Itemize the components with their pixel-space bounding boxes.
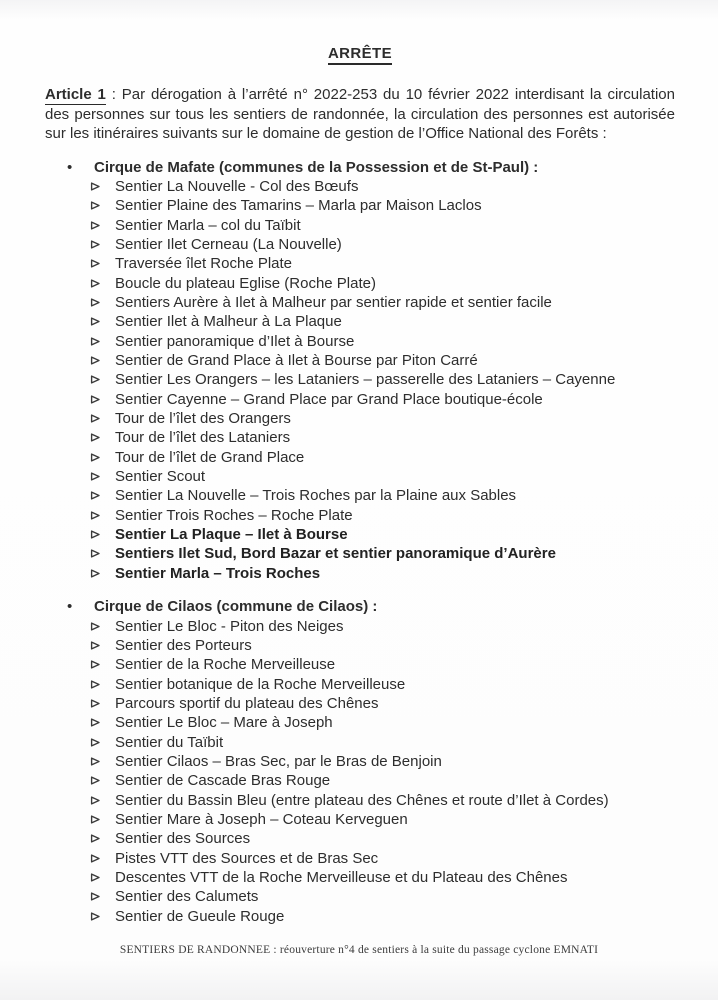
trail-name: Sentier de Cascade Bras Rouge bbox=[115, 772, 331, 790]
list-item bbox=[45, 733, 675, 752]
list-arrow-icon bbox=[90, 676, 115, 695]
list-arrow-icon bbox=[90, 714, 115, 733]
list-arrow-icon bbox=[90, 217, 115, 236]
section-cilaos bbox=[45, 597, 675, 926]
trail-name: Sentier Scout bbox=[115, 468, 206, 486]
trail-name: Sentier Cilaos – Bras Sec, par le Bras de Benjoin bbox=[115, 752, 442, 770]
list-item bbox=[45, 351, 675, 370]
trail-name: Tour de l’îlet des Lataniers bbox=[115, 429, 291, 447]
trail-name: Sentier Le Bloc – Mare à Joseph bbox=[115, 714, 333, 732]
list-item bbox=[45, 849, 675, 868]
footer-note: SENTIERS DE RANDONNEE : réouverture n°4 de sentiers à la suite du passage cyclone EMNATI bbox=[119, 944, 599, 956]
list-arrow-icon bbox=[90, 371, 115, 390]
list-arrow-icon bbox=[90, 294, 115, 313]
list-item bbox=[45, 506, 675, 525]
list-item bbox=[45, 177, 675, 196]
list-item bbox=[45, 829, 675, 848]
trail-name: Sentiers Aurère à Ilet à Malheur par sentier rapide et sentier facile bbox=[115, 293, 552, 311]
list-arrow-icon bbox=[90, 313, 115, 332]
trail-name: Sentier de la Roche Merveilleuse bbox=[115, 656, 336, 674]
bullet-icon: • bbox=[67, 598, 73, 616]
trail-name: Pistes VTT des Sources et de Bras Sec bbox=[115, 849, 379, 867]
list-arrow-icon bbox=[90, 656, 115, 675]
page-title-text: ARRÊTE bbox=[328, 45, 392, 65]
trail-name: Sentiers Ilet Sud, Bord Bazar et sentier panoramique d’Aurère bbox=[115, 545, 556, 563]
list-item bbox=[45, 636, 675, 655]
list-item bbox=[45, 235, 675, 254]
list-arrow-icon bbox=[90, 545, 115, 564]
list-arrow-icon bbox=[90, 429, 115, 448]
trail-name: Sentier des Sources bbox=[115, 830, 251, 848]
article-1-label: Article 1 bbox=[45, 86, 106, 103]
list-arrow-icon bbox=[90, 734, 115, 753]
list-item bbox=[45, 525, 675, 544]
bullet-icon: • bbox=[67, 158, 73, 176]
list-item bbox=[45, 428, 675, 447]
list-item bbox=[45, 370, 675, 389]
list-arrow-icon bbox=[90, 410, 115, 429]
list-arrow-icon bbox=[90, 869, 115, 888]
section-header-mafate bbox=[45, 158, 675, 177]
list-item bbox=[45, 887, 675, 906]
trail-name: Sentier botanique de la Roche Merveilleuse bbox=[115, 675, 406, 693]
list-item bbox=[45, 655, 675, 674]
list-arrow-icon bbox=[90, 772, 115, 791]
list-arrow-icon bbox=[90, 753, 115, 772]
list-arrow-icon bbox=[90, 487, 115, 506]
list-arrow-icon bbox=[90, 352, 115, 371]
list-item bbox=[45, 274, 675, 293]
trail-name: Sentier Trois Roches – Roche Plate bbox=[115, 506, 353, 524]
trail-name: Sentier Mare à Joseph – Coteau Kerveguen bbox=[115, 810, 408, 828]
list-item bbox=[45, 771, 675, 790]
list-item bbox=[45, 332, 675, 351]
list-arrow-icon bbox=[90, 811, 115, 830]
list-arrow-icon bbox=[90, 391, 115, 410]
list-item bbox=[45, 791, 675, 810]
trail-name: Sentier des Calumets bbox=[115, 888, 259, 906]
trail-name: Sentier Le Bloc - Piton des Neiges bbox=[115, 617, 344, 635]
article-1-paragraph bbox=[45, 85, 675, 144]
trail-name: Boucle du plateau Eglise (Roche Plate) bbox=[115, 274, 376, 292]
list-item bbox=[45, 467, 675, 486]
trail-name: Sentier du Taïbit bbox=[115, 733, 224, 751]
list-arrow-icon bbox=[90, 618, 115, 637]
list-item bbox=[45, 868, 675, 887]
list-item bbox=[45, 694, 675, 713]
list-item bbox=[45, 544, 675, 563]
trail-name: Traversée îlet Roche Plate bbox=[115, 255, 293, 273]
list-item bbox=[45, 409, 675, 428]
list-arrow-icon bbox=[90, 888, 115, 907]
section-header-text: Cirque de Mafate (communes de la Possession et de St-Paul) : bbox=[94, 158, 539, 176]
list-item bbox=[45, 810, 675, 829]
trail-name: Sentier des Porteurs bbox=[115, 636, 252, 654]
trail-name: Parcours sportif du plateau des Chênes bbox=[115, 694, 379, 712]
list-arrow-icon bbox=[90, 908, 115, 927]
list-item bbox=[45, 254, 675, 273]
list-item bbox=[45, 752, 675, 771]
trail-name: Sentier Marla – Trois Roches bbox=[115, 564, 321, 582]
trail-name: Sentier La Nouvelle - Col des Bœufs bbox=[115, 177, 359, 195]
list-item bbox=[45, 216, 675, 235]
trail-name: Sentier de Gueule Rouge bbox=[115, 907, 285, 925]
list-item bbox=[45, 196, 675, 215]
trail-name: Sentier Plaine des Tamarins – Marla par Maison Laclos bbox=[115, 197, 482, 215]
trail-name: Tour de l’îlet des Orangers bbox=[115, 410, 291, 428]
list-arrow-icon bbox=[90, 178, 115, 197]
list-item bbox=[45, 617, 675, 636]
trail-name: Sentier Cayenne – Grand Place par Grand Place boutique-école bbox=[115, 390, 543, 408]
trail-name: Sentier de Grand Place à Ilet à Bourse par Piton Carré bbox=[115, 352, 478, 369]
list-item bbox=[45, 486, 675, 505]
list-item bbox=[45, 564, 675, 583]
list-item bbox=[45, 312, 675, 331]
article-1-text: : Par dérogation à l’arrêté n° 2022-253 du 10 février 2022 interdisant la circulation des personnes sur tous les sentiers de randonnée, la circulation des personnes est autorisée sur les itinéraires suivants sur le domaine de gestion de l’Office National des Forêts : bbox=[45, 86, 675, 142]
list-arrow-icon bbox=[90, 526, 115, 545]
list-arrow-icon bbox=[90, 565, 115, 584]
list-arrow-icon bbox=[90, 468, 115, 487]
list-arrow-icon bbox=[90, 197, 115, 216]
list-arrow-icon bbox=[90, 695, 115, 714]
trail-name: Sentier La Plaque – Ilet à Bourse bbox=[115, 526, 348, 544]
trail-name: Sentier Ilet à Malheur à La Plaque bbox=[115, 313, 342, 331]
list-item bbox=[45, 390, 675, 409]
list-item bbox=[45, 713, 675, 732]
list-arrow-icon bbox=[90, 637, 115, 656]
trail-name: Tour de l’îlet de Grand Place bbox=[115, 448, 305, 466]
section-header-cilaos bbox=[45, 597, 675, 616]
list-arrow-icon bbox=[90, 333, 115, 352]
list-arrow-icon bbox=[90, 830, 115, 849]
list-item bbox=[45, 448, 675, 467]
trail-name: Descentes VTT de la Roche Merveilleuse et du Plateau des Chênes bbox=[115, 869, 568, 886]
page-title bbox=[45, 45, 675, 62]
list-item bbox=[45, 675, 675, 694]
list-arrow-icon bbox=[90, 850, 115, 869]
list-arrow-icon bbox=[90, 236, 115, 255]
list-arrow-icon bbox=[90, 507, 115, 526]
list-item bbox=[45, 907, 675, 926]
trail-name: Sentier Les Orangers – les Lataniers – passerelle des Lataniers – Cayenne bbox=[115, 371, 616, 389]
section-mafate bbox=[45, 158, 675, 584]
sections bbox=[45, 158, 675, 927]
trail-name: Sentier Ilet Cerneau (La Nouvelle) bbox=[115, 235, 342, 253]
list-arrow-icon bbox=[90, 792, 115, 811]
trail-name: Sentier La Nouvelle – Trois Roches par la Plaine aux Sables bbox=[115, 487, 517, 505]
section-header-text: Cirque de Cilaos (commune de Cilaos) : bbox=[94, 598, 378, 616]
list-arrow-icon bbox=[90, 275, 115, 294]
trail-name: Sentier panoramique d’Ilet à Bourse bbox=[115, 332, 355, 350]
list-arrow-icon bbox=[90, 255, 115, 274]
trail-name: Sentier du Bassin Bleu (entre plateau des Chênes et route d’Ilet à Cordes) bbox=[115, 791, 609, 809]
list-item bbox=[45, 293, 675, 312]
list-arrow-icon bbox=[90, 449, 115, 468]
trail-name: Sentier Marla – col du Taïbit bbox=[115, 216, 301, 234]
